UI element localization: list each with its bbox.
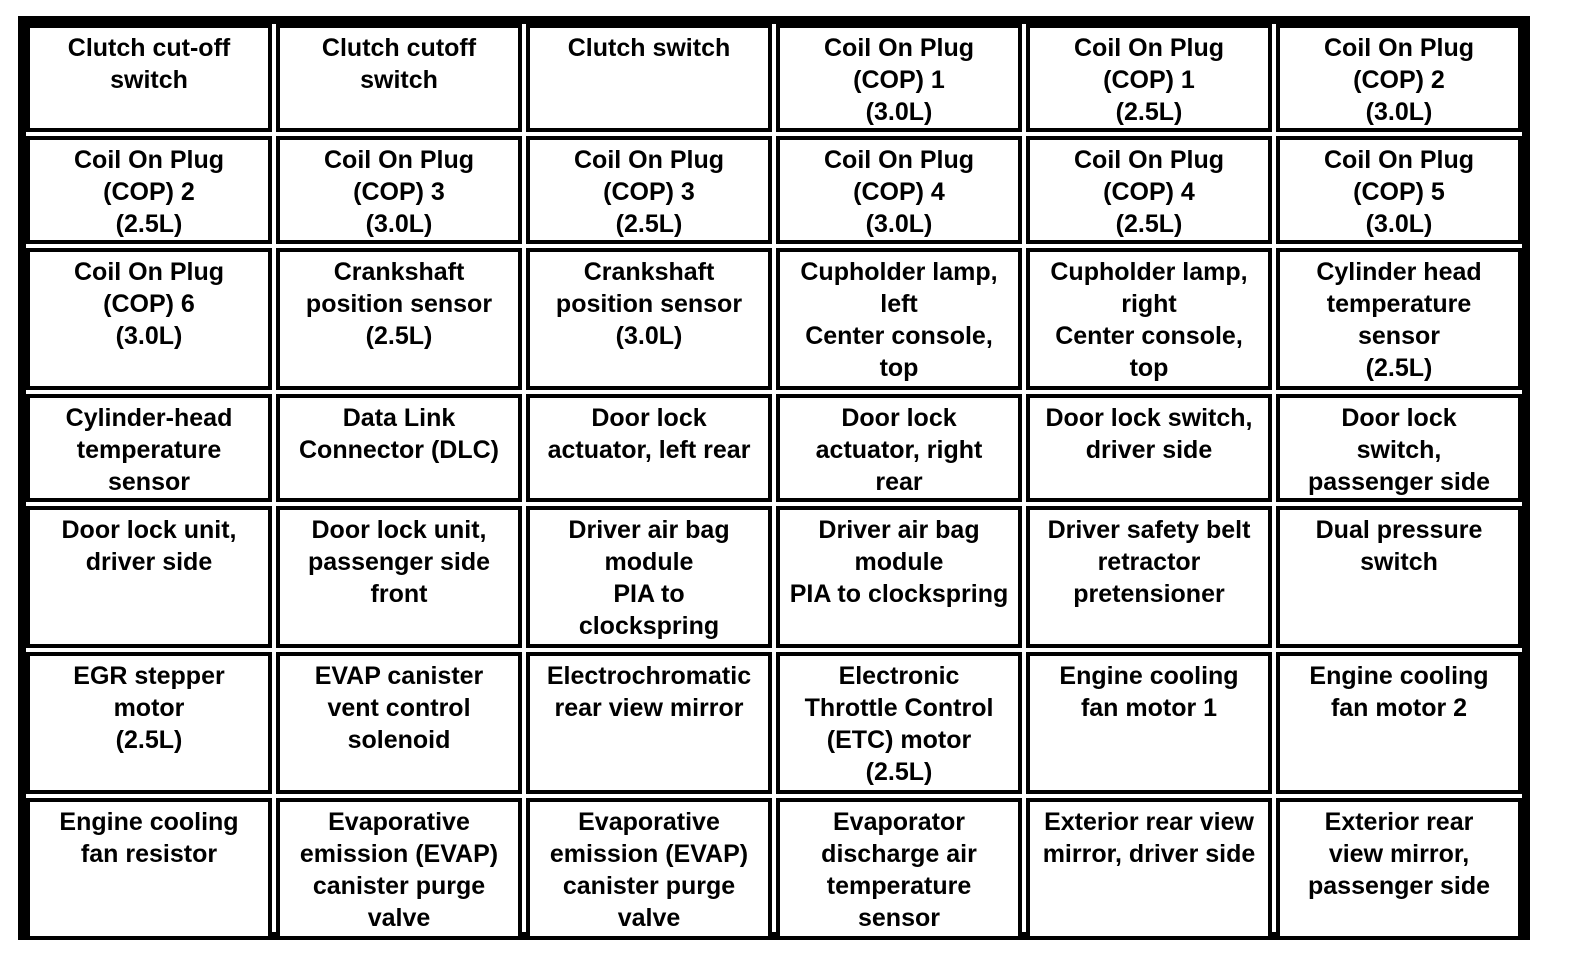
table-cell: Engine cooling fan motor 1: [1026, 652, 1272, 794]
table-cell: Coil On Plug (COP) 6 (3.0L): [26, 248, 272, 390]
table-cell: Coil On Plug (COP) 2 (2.5L): [26, 136, 272, 244]
table-cell: Driver air bag module PIA to clockspring: [776, 506, 1022, 648]
table-cell: Evaporative emission (EVAP) canister purge valve: [276, 798, 522, 940]
table-cell: Driver safety belt retractor pretensioner: [1026, 506, 1272, 648]
table-cell: Dual pressure switch: [1276, 506, 1522, 648]
component-table: [18, 16, 1530, 940]
table-cell: Cupholder lamp, left Center console, top: [776, 248, 1022, 390]
table-cell: Crankshaft position sensor (2.5L): [276, 248, 522, 390]
table-cell: Door lock switch, driver side: [1026, 394, 1272, 502]
table-cell: EGR stepper motor (2.5L): [26, 652, 272, 794]
component-grid: [26, 24, 1522, 932]
table-cell: Driver air bag module PIA to clockspring: [526, 506, 772, 648]
table-cell: Coil On Plug (COP) 1 (3.0L): [776, 24, 1022, 132]
table-cell: Exterior rear view mirror, driver side: [1026, 798, 1272, 940]
table-cell: Crankshaft position sensor (3.0L): [526, 248, 772, 390]
table-cell: Engine cooling fan motor 2: [1276, 652, 1522, 794]
table-cell: Coil On Plug (COP) 3 (3.0L): [276, 136, 522, 244]
table-cell: Electrochromatic rear view mirror: [526, 652, 772, 794]
table-cell: Door lock unit, passenger side front: [276, 506, 522, 648]
table-cell: Exterior rear view mirror, passenger side: [1276, 798, 1522, 940]
table-cell: Engine cooling fan resistor: [26, 798, 272, 940]
table-cell: EVAP canister vent control solenoid: [276, 652, 522, 794]
table-cell: Cylinder head temperature sensor (2.5L): [1276, 248, 1522, 390]
table-cell: Electronic Throttle Control (ETC) motor (2.5L): [776, 652, 1022, 794]
table-cell: Coil On Plug (COP) 2 (3.0L): [1276, 24, 1522, 132]
table-cell: Cylinder-head temperature sensor: [26, 394, 272, 502]
table-cell: Coil On Plug (COP) 4 (3.0L): [776, 136, 1022, 244]
table-cell: Coil On Plug (COP) 1 (2.5L): [1026, 24, 1272, 132]
table-cell: Clutch switch: [526, 24, 772, 132]
table-cell: Data Link Connector (DLC): [276, 394, 522, 502]
table-cell: Door lock unit, driver side: [26, 506, 272, 648]
table-cell: Clutch cutoff switch: [276, 24, 522, 132]
table-cell: Clutch cut-off switch: [26, 24, 272, 132]
table-cell: Coil On Plug (COP) 4 (2.5L): [1026, 136, 1272, 244]
table-cell: Door lock actuator, right rear: [776, 394, 1022, 502]
table-cell: Door lock actuator, left rear: [526, 394, 772, 502]
table-cell: Door lock switch, passenger side: [1276, 394, 1522, 502]
table-cell: Evaporator discharge air temperature sensor: [776, 798, 1022, 940]
table-cell: Cupholder lamp, right Center console, top: [1026, 248, 1272, 390]
table-cell: Evaporative emission (EVAP) canister purge valve: [526, 798, 772, 940]
table-cell: Coil On Plug (COP) 5 (3.0L): [1276, 136, 1522, 244]
table-cell: Coil On Plug (COP) 3 (2.5L): [526, 136, 772, 244]
